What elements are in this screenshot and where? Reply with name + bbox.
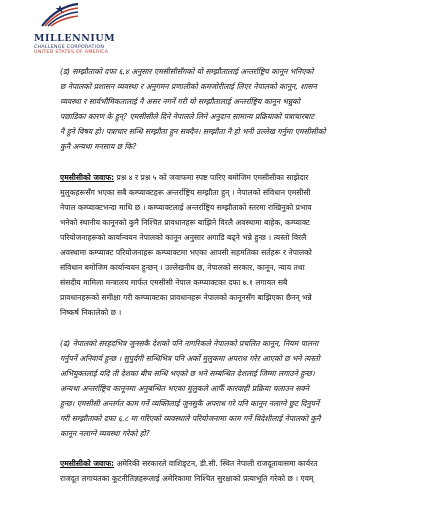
question-line: हुन्छ। एमसीसी अन्तर्गत काम गर्ने व्यक्तिलाई जुनसुकै अपराध गरे पनि कानून नलाग्ने छुट दिनुपर्ने [60, 398, 320, 408]
answer-line: निष्कर्ष निकालेको छ । [60, 308, 122, 318]
question-line: अन्यथा अन्तर्राष्ट्रिय कानूनमा अनुबन्धित भएका मुलुकले आफैँ कारवाही प्रक्रिया चलाउन सक्ने [60, 383, 309, 393]
answer-line: अवस्थामा कम्प्याक्ट परियोजनाहरू कम्प्याक्टमा भएका आपसी सहमतिका सर्तहरू र नेपालको [60, 248, 312, 258]
answer-1 [60, 170, 390, 321]
question-2 [60, 336, 390, 442]
logo-country: UNITED STATES OF AMERICA [34, 50, 109, 55]
answer-line: नेपाल कम्प्याक्टभन्दा माथि छ । कम्प्याक्टलाई अन्तर्राष्ट्रिय सम्झौताको स्तरमा राखिनुको प्रभाव [60, 202, 312, 212]
document-body [60, 64, 390, 486]
question-line: व्यवस्था र सार्वभौमिकतालाई नै असर नगर्ने गरी यो सम्झौतालाई अन्तर्राष्ट्रिय कानून भन्नुको [60, 97, 300, 107]
answer-line: संविधान बमोजिम कार्यान्वयन हुन्छन् । उल्लेखनीय छ, नेपालको सरकार, कानून, न्याय तथा [60, 263, 305, 273]
question-line: नै हुने विषय हो। पत्राचार सन्धि सम्झौता हुन सक्दैन। सम्झौता नै हो भनी उल्लेख गर्नुमा एमसीसीको [60, 127, 326, 137]
mcc-logo [34, 2, 134, 55]
question-line: (ड) सम्झौताको दफा ६.४ अनुसार एमसीसीसँगको यो सम्झौतालाई अन्तर्राष्ट्रिय कानून भनिएको [60, 67, 314, 76]
logo-subtitle: CHALLENGE CORPORATION [34, 45, 105, 50]
answer-line: संसदीय मामिला मन्त्रालय मार्फत एमसीसी नेपाल कम्प्याक्टका दफा ७.१ लगायत सबै [60, 278, 288, 288]
answer-2 [60, 456, 390, 486]
question-line: कानून नलाग्ने व्यवस्था गरेको हो? [60, 429, 150, 439]
logo-wordmark: MILLENNIUM [34, 33, 116, 44]
answer-line: परियोजनाहरूको कार्यान्वयन नेपालको कानून अनुसार अगाडि बढ्ने भन्ने हुन्छ । त्यस्तो विरलै [60, 232, 307, 242]
answer-first-line [60, 170, 390, 185]
answer-label: एमसीसीको जवाफ: [60, 172, 115, 182]
answer-line: राजदूत लगायतका कूटनीतिज्ञहरूलाई अमेरिकामा निश्चित सुरक्षाको प्रत्याभूति गरेको छ । एवम् [60, 474, 314, 484]
answer-line: मुलुकहरूसँग भएका सबै कम्प्याक्टहरू अन्तर्राष्ट्रिय सम्झौता हुन् । नेपालको संविधान एमसीसी [60, 187, 311, 197]
question-1 [60, 64, 390, 155]
question-line: गर्नुपर्ने अनिवार्य हुन्छ । सुपुर्दगी सन्धिभित्र पनि अर्को मुलुकमा अपराध गरेर आएको छ भने त्यस्तो [60, 353, 320, 363]
answer-text: प्रश्न ४ र प्रश्न ५ को जवाफमा स्पष्ट पारिए बमोजिम एमसीसीका साझेदार [114, 172, 309, 182]
question-line: कुनै अन्यथा मनसाय छ कि? [60, 142, 137, 152]
flag-arc-logo-icon [40, 2, 80, 28]
answer-line: भनेको स्थानीय कानूनको कुनै निश्चित प्रावधानहरू बाझिने विरलै अवस्थामा बाहेक, कम्प्याक्ट [60, 217, 310, 227]
question-line: (ढ) नेपालको सरहदभित्र जुनसकै देशको पनि नागरिकले नेपालको प्रचलित कानून, नियम पालना [60, 338, 319, 348]
page-header [0, 0, 426, 58]
answer-text: अमेरिकी सरकारले वाशिङ्टन, डी.सी. स्थित नेपाली राजदूतावासमा कार्यरत [114, 459, 318, 469]
question-line: अभियुक्तलाई यदि ती देशका बीच सन्धि भएको छ भने सम्बन्धित देशलाई जिम्मा लगाउने हुन्छ। [60, 368, 315, 378]
answer-line: प्रावधानहरूको समीक्षा गरी कम्प्याक्टका प्रावधानहरू नेपालको कानूनसँग बाझिएका छैनन् भन्ने [60, 293, 312, 303]
answer-label: एमसीसीको जवाफ: [60, 459, 115, 469]
answer-first-line [60, 456, 390, 471]
question-line: छ नेपालको प्रशासन व्यवस्था र अनुगमन प्रणालीको कमजोरीलाई लिएर नेपालको कानून, शासन [60, 82, 317, 92]
question-line: पछाडिका कारण के हुन्? एमसीसीले दिने नेपालले लिने अनुदान सामान्य प्रक्रियाको पत्राचारबाट [60, 112, 315, 122]
question-line: गरी सम्झौताको दफा ६.८ मा गरिएको व्यवस्थाले परियोजनामा काम गर्ने विदेशीलाई नेपालको कुनै [60, 413, 321, 423]
